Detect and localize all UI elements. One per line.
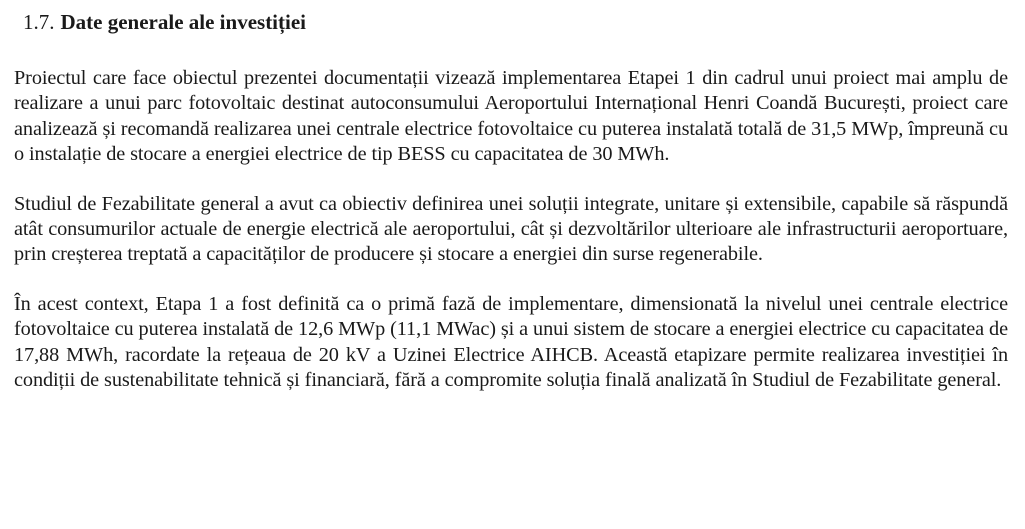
paragraph-project-description: Proiectul care face obiectul prezentei documentații vizează implementarea Etapei 1 din cadrul unui proiect mai amplu de realizare a unui parc fotovoltaic destinat autoconsumului Aeroportului Internațional Henri Coandă București, proiect care analizează și recomandă realizarea unei centrale electrice fotovoltaice cu puterea instalată totală de 31,5 MWp, împreună cu o instalație de stocare a energiei electrice de tip BESS cu capacitatea de 30 MWh. (14, 67, 1008, 166)
section-heading (23, 8, 1008, 36)
section-number: 1.7. (23, 10, 55, 34)
paragraph-feasibility-study: Studiul de Fezabilitate general a avut ca obiectiv definirea unei soluții integrate, unitare și extensibile, capabile să răspundă atât consumurilor actuale de energie electrică ale aeroportului, cât și dezvoltărilor ulterioare ale infrastructurii aeroportuare, prin creșterea treptată a capacităților de producere și stocare a energiei din surse regenerabile. (14, 192, 1008, 266)
paragraph-stage-one-context: În acest context, Etapa 1 a fost definită ca o primă fază de implementare, dimensionată la nivelul unei centrale electrice fotovoltaice cu puterea instalată de 12,6 MWp (11,1 MWac) și a unui sistem de stocare a energiei electrice cu capacitatea de 17,88 MWh, racordate la rețeaua de 20 kV a Uzinei Electrice AIHCB. Această etapizare permite realizarea investiției în condiții de sustenabilitate tehnică și financiară, fără a compromite soluția finală analizată în Studiul de Fezabilitate general. (14, 292, 1008, 392)
section-title: Date generale ale investiției (60, 10, 306, 34)
